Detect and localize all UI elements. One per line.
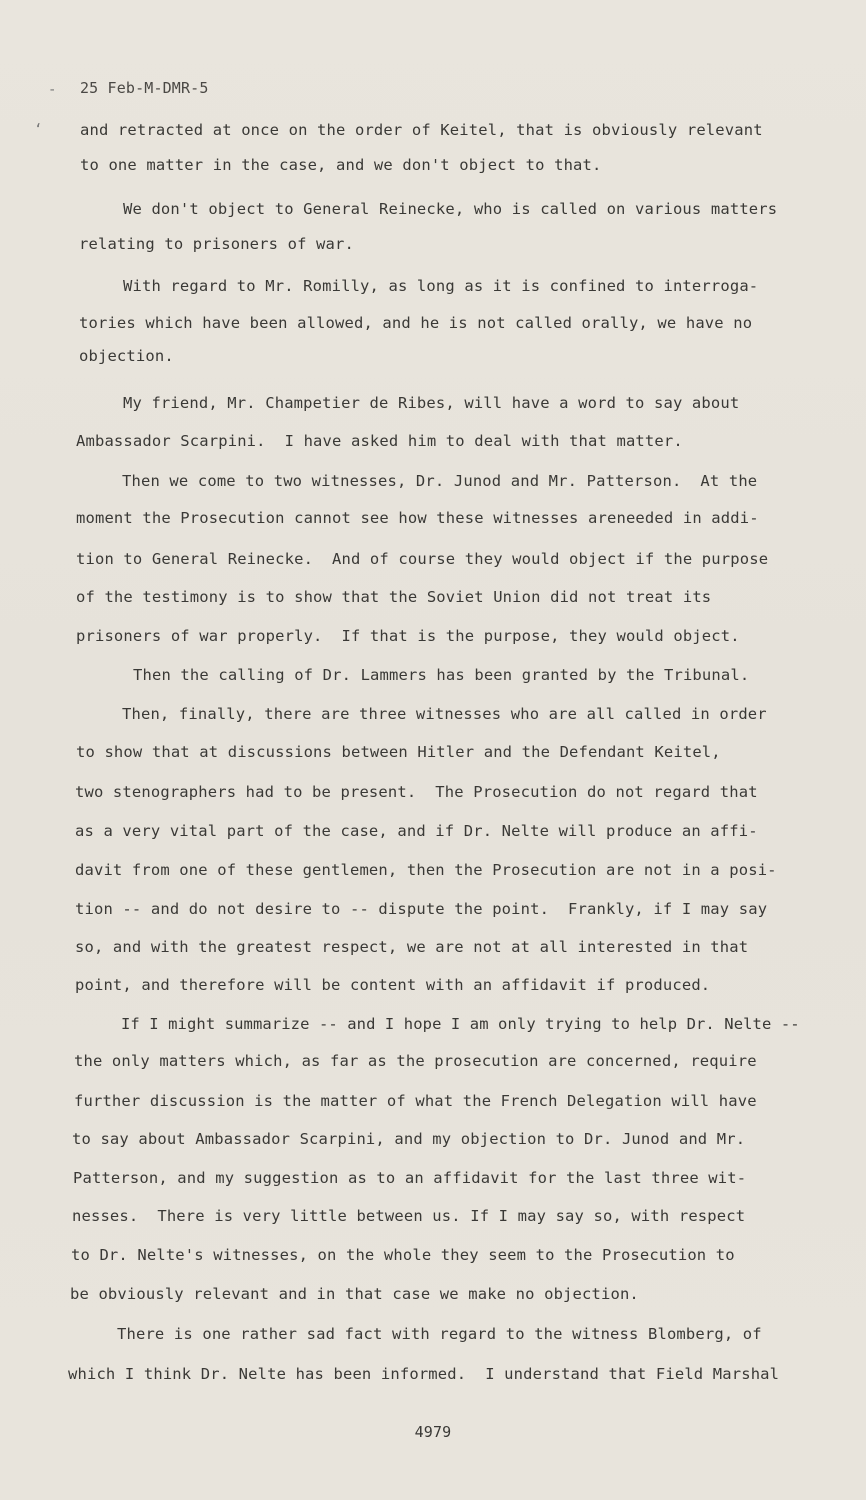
text-line: relating to prisoners of war. (79, 235, 354, 253)
text-line: My friend, Mr. Champetier de Ribes, will have a word to say about (123, 394, 740, 412)
text-line: With regard to Mr. Romilly, as long as it is confined to interroga- (123, 277, 759, 295)
text-line: Patterson, and my suggestion as to an affidavit for the last three wit- (73, 1169, 747, 1187)
margin-mark: ‘ (34, 122, 43, 138)
text-line: davit from one of these gentlemen, then the Prosecution are not in a posi- (75, 861, 777, 879)
text-line: prisoners of war properly. If that is the purpose, they would object. (76, 627, 740, 645)
text-line: point, and therefore will be content with an affidavit if produced. (75, 976, 711, 994)
page-number: 4979 (414, 1423, 452, 1441)
text-line: as a very vital part of the case, and if Dr. Nelte will produce an affi- (75, 822, 758, 840)
text-line: to show that at discussions between Hitler and the Defendant Keitel, (76, 743, 721, 761)
text-line: which I think Dr. Nelte has been informed. I understand that Field Marshal (68, 1365, 780, 1383)
text-line: Then the calling of Dr. Lammers has been granted by the Tribunal. (133, 666, 750, 684)
text-line: to say about Ambassador Scarpini, and my objection to Dr. Junod and Mr. (72, 1130, 746, 1148)
text-line: further discussion is the matter of what the French Delegation will have (74, 1092, 757, 1110)
text-line: the only matters which, as far as the prosecution are concerned, require (74, 1052, 757, 1070)
text-line: There is one rather sad fact with regard to the witness Blomberg, of (117, 1325, 762, 1343)
text-line: objection. (79, 347, 174, 365)
text-line: tories which have been allowed, and he is not called orally, we have no (79, 314, 753, 332)
text-line: of the testimony is to show that the Soviet Union did not treat its (76, 588, 712, 606)
text-line: be obviously relevant and in that case we make no objection. (70, 1285, 639, 1303)
text-line: two stenographers had to be present. The Prosecution do not regard that (75, 783, 758, 801)
text-line: tion -- and do not desire to -- dispute the point. Frankly, if I may say (75, 900, 768, 918)
text-line: Ambassador Scarpini. I have asked him to deal with that matter. (76, 432, 683, 450)
text-line: to one matter in the case, and we don't object to that. (80, 156, 602, 174)
text-line: moment the Prosecution cannot see how these witnesses areneeded in addi- (76, 509, 759, 527)
text-line: to Dr. Nelte's witnesses, on the whole they seem to the Prosecution to (71, 1246, 735, 1264)
margin-mark: - (48, 82, 57, 98)
text-line: We don't object to General Reinecke, who is called on various matters (123, 200, 778, 218)
text-line: so, and with the greatest respect, we are not at all interested in that (75, 938, 749, 956)
text-line: tion to General Reinecke. And of course they would object if the purpose (76, 550, 769, 568)
text-line: Then, finally, there are three witnesses who are all called in order (122, 705, 767, 723)
text-line: Then we come to two witnesses, Dr. Junod and Mr. Patterson. At the (122, 472, 758, 490)
text-line: and retracted at once on the order of Keitel, that is obviously relevant (80, 121, 763, 139)
text-line: If I might summarize -- and I hope I am only trying to help Dr. Nelte -- (121, 1015, 800, 1033)
text-line: nesses. There is very little between us. If I may say so, with respect (72, 1207, 746, 1225)
page-header: 25 Feb-M-DMR-5 (80, 79, 209, 97)
